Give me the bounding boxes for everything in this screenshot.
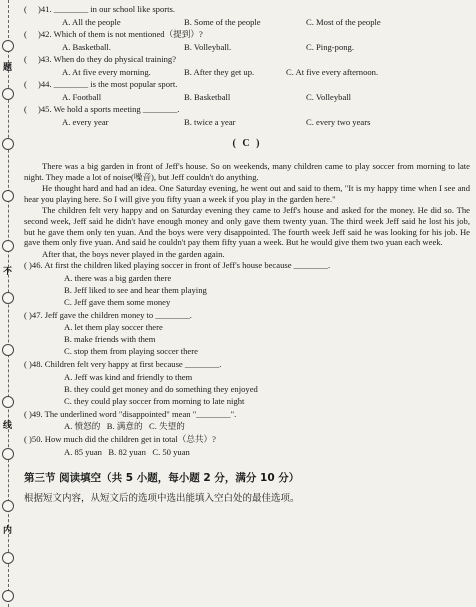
question-stem: At first the children liked playing soccer in front of Jeff's house because ________. xyxy=(44,260,331,271)
option-a[interactable]: A. there was a big garden there xyxy=(64,272,172,283)
answer-bracket[interactable]: ( xyxy=(24,104,27,114)
option-c[interactable]: C. Jeff gave them some money xyxy=(64,296,171,307)
option-b[interactable]: B. Volleyball. xyxy=(184,42,232,52)
option-c[interactable]: C. 失望的 xyxy=(149,421,185,432)
passage-paragraph: The children felt very happy and on Saturday evening they came to Jeff's house and asked for the money. He did so. The second week, Jeff said he didn't have enough money and only gave them twenty yuan. The third week Jeff said he lost his job, but he gave them only ten yuan. And the boys were very disappointed. The fourth week Jeff said he was looking for his job. He gave them only five yuan. And said he couldn't pay them fifty yuan a week. But he would give them two yuan each week. xyxy=(24,205,470,248)
question-number: )47. xyxy=(29,309,43,320)
question-stem: How much did the children get in total（总共）? xyxy=(44,434,216,445)
question-43 xyxy=(24,54,470,67)
options-42 xyxy=(24,42,470,54)
answer-bracket[interactable]: ( xyxy=(24,359,27,370)
passage-c xyxy=(24,161,470,259)
margin-mark: 内 xyxy=(3,525,13,535)
question-stem: The underlined word "disappointed" mean "________". xyxy=(44,408,237,419)
part-3-instruction: 根据短文内容，从短文后的选项中选出能填入空白处的最佳选项。 xyxy=(24,492,300,504)
binding-hole-icon xyxy=(2,292,14,304)
binding-hole-icon xyxy=(2,344,14,356)
option-c[interactable]: C. At five every afternoon. xyxy=(286,67,379,77)
question-42 xyxy=(24,29,470,42)
binding-hole-icon xyxy=(2,88,14,100)
option-c[interactable]: C. Volleyball xyxy=(306,92,352,102)
option-a[interactable]: A. At five every morning. xyxy=(62,67,151,77)
answer-bracket[interactable]: ( xyxy=(24,260,27,271)
margin-mark: 题 xyxy=(3,62,13,72)
question-number: )49. xyxy=(29,408,43,419)
passage-paragraph: He thought hard and had an idea. One Saturday evening, he went out and said to them, "It is my happy time when I see and hear you playing here. So I will give you fifty yuan a week if you play in the garden here." xyxy=(24,183,470,204)
option-b[interactable]: B. they could get money and do something they enjoyed xyxy=(64,383,258,394)
question-number: )46. xyxy=(29,260,43,271)
question-stem: )41. ________ in our school like sports. xyxy=(38,4,176,14)
exam-page xyxy=(24,4,470,504)
answer-bracket[interactable]: ( xyxy=(24,29,27,39)
margin-mark: 线 xyxy=(3,420,13,430)
option-b[interactable]: B. Some of the people xyxy=(184,17,261,27)
binding-hole-icon xyxy=(2,190,14,202)
question-group-41-45 xyxy=(24,4,470,129)
binding-hole-icon xyxy=(2,552,14,564)
option-c[interactable]: C. every two years xyxy=(306,117,371,127)
options-45 xyxy=(24,117,470,129)
question-stem: )45. We hold a sports meeting ________. xyxy=(38,104,180,114)
answer-bracket[interactable]: ( xyxy=(24,79,27,89)
option-a[interactable]: A. All the people xyxy=(62,17,121,27)
option-b[interactable]: B. make friends with them xyxy=(64,334,156,345)
question-46 xyxy=(24,260,470,273)
options-44 xyxy=(24,92,470,104)
option-c[interactable]: C. stop them from playing soccer there xyxy=(64,346,198,357)
binding-margin xyxy=(0,0,18,607)
binding-hole-icon xyxy=(2,500,14,512)
answer-bracket[interactable]: ( xyxy=(24,4,27,14)
option-a[interactable]: A. Basketball. xyxy=(62,42,111,52)
options-49 xyxy=(24,421,470,433)
option-c[interactable]: C. Most of the people xyxy=(306,17,381,27)
answer-bracket[interactable]: ( xyxy=(24,434,27,445)
options-41 xyxy=(24,17,470,29)
binding-hole-icon xyxy=(2,590,14,602)
option-a[interactable]: A. let them play soccer there xyxy=(64,322,163,333)
question-number: )48. xyxy=(29,359,43,370)
question-stem: )43. When do they do physical training? xyxy=(38,54,177,64)
options-50 xyxy=(24,447,470,459)
binding-hole-icon xyxy=(2,396,14,408)
question-stem: Jeff gave the children money to ________. xyxy=(44,309,192,320)
option-a[interactable]: A. 85 yuan xyxy=(64,446,102,457)
question-number: )50. xyxy=(29,434,43,445)
option-b[interactable]: B. After they get up. xyxy=(184,67,255,77)
question-48 xyxy=(24,359,470,372)
question-49 xyxy=(24,409,470,422)
option-c[interactable]: C. 50 yuan xyxy=(152,446,190,457)
passage-paragraph: After that, the boys never played in the garden again. xyxy=(42,248,225,259)
passage-paragraph: There was a big garden in front of Jeff's house. So on weekends, many children came to play soccer from morning to late night. They made a lot of noise(噪音), but Jeff couldn't do anything. xyxy=(24,161,470,182)
answer-bracket[interactable]: ( xyxy=(24,408,27,419)
answer-bracket[interactable]: ( xyxy=(24,54,27,64)
option-b[interactable]: B. Basketball xyxy=(184,92,231,102)
question-stem: )44. ________ is the most popular sport. xyxy=(38,79,178,89)
binding-hole-icon xyxy=(2,448,14,460)
option-b[interactable]: B. 82 yuan xyxy=(108,446,146,457)
question-45 xyxy=(24,104,470,117)
binding-hole-icon xyxy=(2,138,14,150)
binding-hole-icon xyxy=(2,240,14,252)
option-a[interactable]: A. every year xyxy=(62,117,109,127)
option-a[interactable]: A. 愤怒的 xyxy=(64,421,101,432)
question-group-46-50 xyxy=(24,260,470,459)
answer-bracket[interactable]: ( xyxy=(24,309,27,320)
question-stem: Children felt very happy at first because ________. xyxy=(44,359,222,370)
question-44 xyxy=(24,79,470,92)
section-c-title: ( C ) xyxy=(232,138,262,149)
question-47 xyxy=(24,310,470,323)
part-3-title: 第三节 阅读填空（共 5 小题，每小题 2 分，满分 10 分） xyxy=(24,471,300,484)
option-b[interactable]: B. 满意的 xyxy=(106,421,143,432)
binding-hole-icon xyxy=(2,40,14,52)
question-stem: )42. Which of them is not mentioned（提到）? xyxy=(38,29,203,39)
option-a[interactable]: A. Football xyxy=(62,92,102,102)
options-43 xyxy=(24,67,470,79)
option-b[interactable]: B. Jeff liked to see and hear them playing xyxy=(64,284,207,295)
question-50 xyxy=(24,434,470,447)
option-b[interactable]: B. twice a year xyxy=(184,117,236,127)
option-c[interactable]: C. they could play soccer from morning to late night xyxy=(64,395,245,406)
option-c[interactable]: C. Ping-pong. xyxy=(306,42,354,52)
question-41 xyxy=(24,4,470,17)
option-a[interactable]: A. Jeff was kind and friendly to them xyxy=(64,371,193,382)
margin-mark: 不 xyxy=(3,266,13,276)
